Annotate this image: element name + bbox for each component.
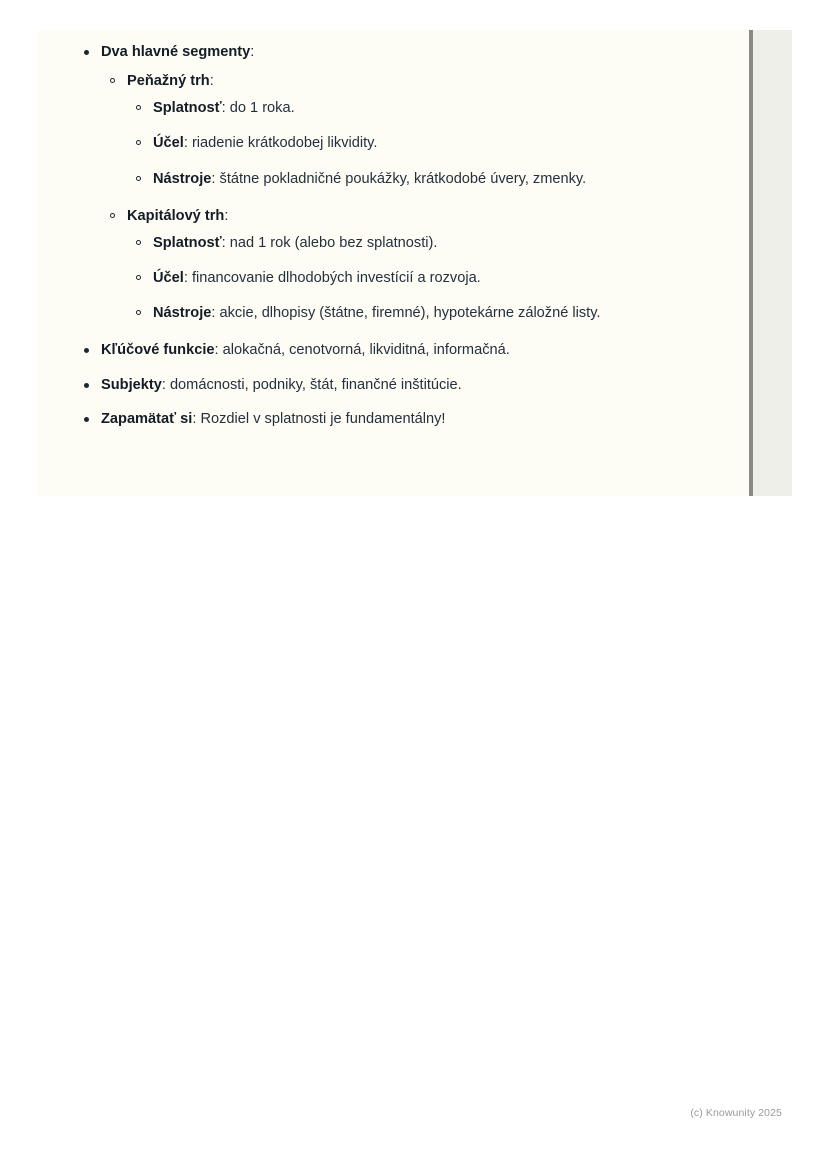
list-item-text: nad 1 rok (alebo bez splatnosti). <box>229 234 438 251</box>
list-item-separator: : <box>211 170 220 187</box>
list-item <box>101 42 723 324</box>
list-item-separator: : <box>221 100 230 117</box>
list-item-separator: : <box>209 73 214 90</box>
list-item-separator: : <box>214 342 223 359</box>
list-item-label: Splatnosť <box>153 100 222 117</box>
list-item-text: Rozdiel v splatnosti je fundamentálny! <box>200 410 446 427</box>
note-content <box>37 30 749 496</box>
list-item-separator: : <box>161 376 170 393</box>
list-item <box>101 375 723 396</box>
list-item-text: alokačná, cenotvorná, likviditná, informačná. <box>222 342 510 359</box>
list-item <box>127 206 723 325</box>
list-item-label: Účel <box>153 135 184 152</box>
list-item-label: Nástroje <box>153 170 212 187</box>
outline-level-2 <box>127 71 723 324</box>
list-item <box>153 169 723 190</box>
outline-level-1 <box>101 42 723 430</box>
list-item-text: financovanie dlhodobých investícií a rozvoja. <box>191 270 481 287</box>
list-item <box>127 71 723 190</box>
list-item <box>101 409 723 430</box>
list-item-label: Splatnosť <box>153 234 222 251</box>
list-item-label: Dva hlavné segmenty <box>101 44 251 60</box>
list-item-separator: : <box>211 305 220 322</box>
list-item-label: Nástroje <box>153 305 212 322</box>
list-item-separator: : <box>183 270 192 287</box>
list-item-separator: : <box>224 207 229 224</box>
list-item-text: do 1 roka. <box>229 100 295 117</box>
list-item-separator: : <box>221 234 230 251</box>
list-item-separator: : <box>250 44 255 60</box>
list-item-label: Účel <box>153 270 184 287</box>
list-item <box>101 340 723 361</box>
list-item <box>153 233 723 254</box>
list-item-label: Subjekty <box>101 376 162 393</box>
outline-level-3 <box>153 233 723 324</box>
list-item <box>153 98 723 119</box>
scrollbar-thumb[interactable] <box>749 30 753 496</box>
list-item-separator: : <box>183 135 192 152</box>
footer-copyright: (c) Knowunity 2025 <box>690 1107 782 1119</box>
list-item-text: štátne pokladničné poukážky, krátkodobé úvery, zmenky. <box>219 170 587 187</box>
list-item-label: Kľúčové funkcie <box>101 342 215 359</box>
list-item-label: Peňažný trh <box>127 73 210 90</box>
list-item-separator: : <box>192 410 201 427</box>
list-item-label: Zapamätať si <box>101 410 193 427</box>
list-item <box>153 268 723 289</box>
list-item-text: akcie, dlhopisy (štátne, firemné), hypotekárne záložné listy. <box>219 305 601 322</box>
list-item-text: riadenie krátkodobej likvidity. <box>191 135 378 152</box>
outline-level-3 <box>153 98 723 189</box>
list-item <box>153 133 723 154</box>
list-item-label: Kapitálový trh <box>127 207 225 224</box>
vertical-scrollbar[interactable] <box>749 30 792 496</box>
list-item-text: domácnosti, podniky, štát, finančné inštitúcie. <box>169 376 462 393</box>
list-item <box>153 303 723 324</box>
note-card <box>37 30 792 496</box>
